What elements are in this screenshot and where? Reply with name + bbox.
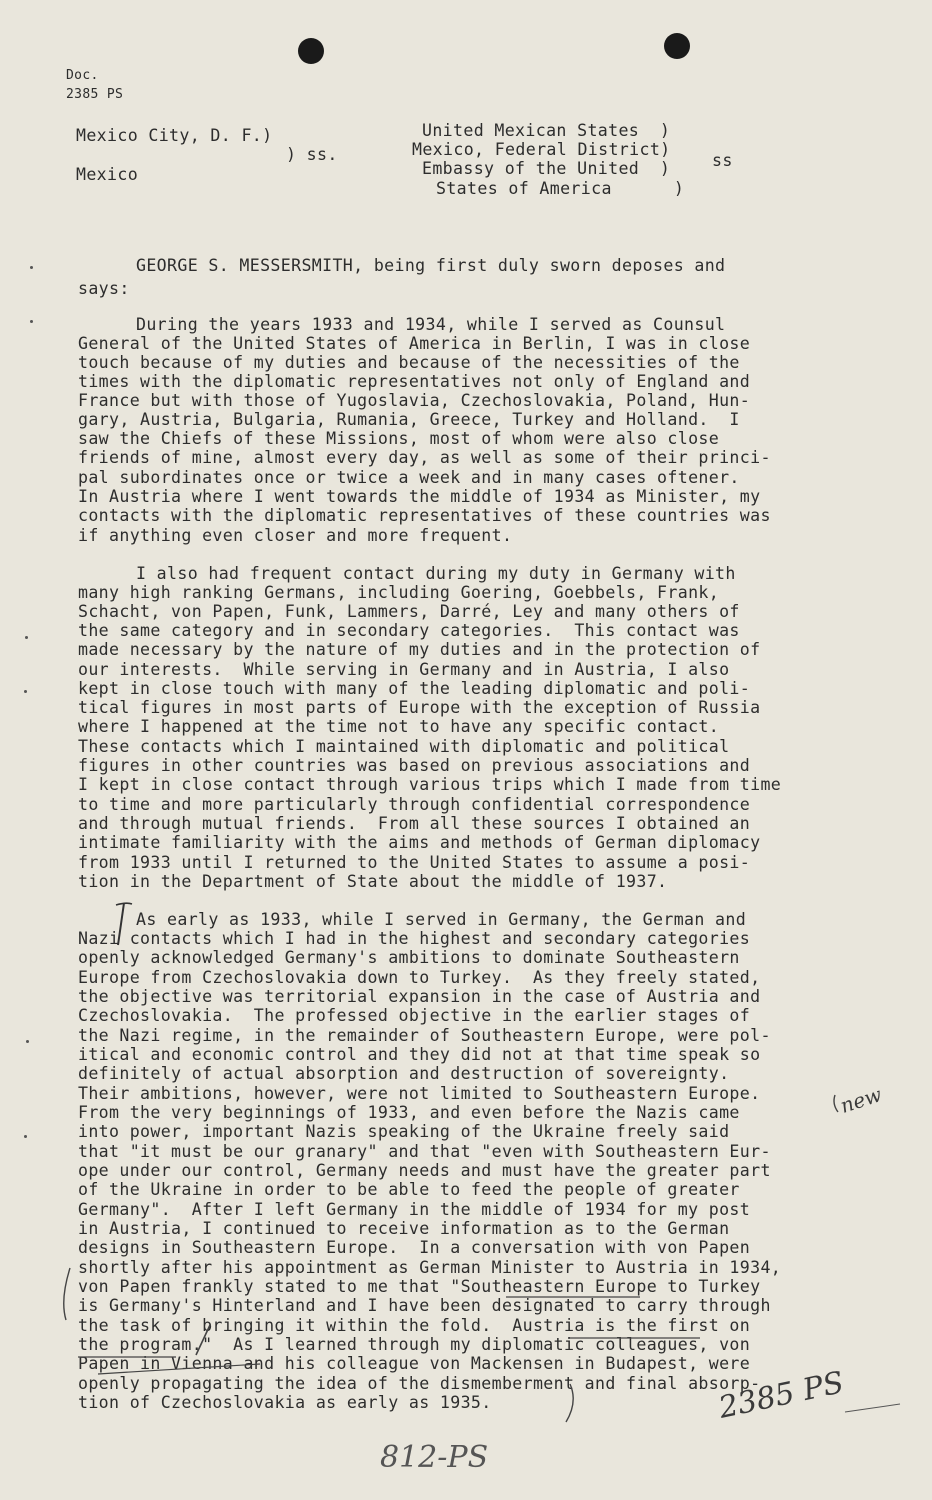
text-line: ope under our control, Germany needs and must have the greater part (78, 1161, 771, 1180)
venue-left-line2: ) ss. (286, 145, 338, 164)
text-line: the program." As I learned through my diplomatic colleagues, von (78, 1335, 751, 1354)
text-line: is Germany's Hinterland and I have been designated to carry through (78, 1296, 771, 1315)
text-line: tical figures in most parts of Europe with the exception of Russia (78, 698, 761, 717)
text-line: times with the diplomatic representatives not only of England and (78, 372, 751, 391)
text-line: from 1933 until I returned to the United States to assume a posi- (78, 853, 751, 872)
text-line: to time and more particularly through confidential correspondence (78, 795, 751, 814)
text-line: I kept in close contact through various trips which I made from time (78, 775, 782, 794)
text-line: if anything even closer and more frequent. (78, 526, 513, 545)
text-line: From the very beginnings of 1933, and even before the Nazis came (78, 1103, 740, 1122)
text-line: Czechoslovakia. The professed objective in the earlier stages of (78, 1006, 751, 1025)
text-line: contacts with the diplomatic representatives of these countries was (78, 506, 771, 525)
text-line: tion of Czechoslovakia as early as 1935. (78, 1393, 492, 1412)
text-line: These contacts which I maintained with diplomatic and political (78, 737, 730, 756)
text-line: that "it must be our granary" and that "even with Southeastern Eur- (78, 1142, 771, 1161)
text-line: into power, important Nazis speaking of the Ukraine freely said (78, 1122, 730, 1141)
text-line: says: (78, 279, 130, 298)
text-line: friends of mine, almost every day, as well as some of their princi- (78, 448, 771, 467)
text-line: designs in Southeastern Europe. In a conversation with von Papen (78, 1238, 751, 1257)
text-line: GEORGE S. MESSERSMITH, being first duly sworn deposes and (136, 256, 726, 275)
venue-right-line4: States of America ) (436, 179, 685, 198)
text-line: in Austria, I continued to receive information as to the German (78, 1219, 730, 1238)
text-line: definitely of actual absorption and destruction of sovereignty. (78, 1064, 730, 1083)
text-line: and through mutual friends. From all these sources I obtained an (78, 814, 751, 833)
text-line: Germany". After I left Germany in the middle of 1934 for my post (78, 1200, 751, 1219)
text-line: shortly after his appointment as German Minister to Austria in 1934, (78, 1258, 782, 1277)
text-line: itical and economic control and they did not at that time speak so (78, 1045, 761, 1064)
text-line: where I happened at the time not to have any specific contact. (78, 717, 720, 736)
text-line: figures in other countries was based on previous associations and (78, 756, 751, 775)
venue-right-line1: United Mexican States ) (422, 121, 671, 140)
venue-right-line3: Embassy of the United ) (422, 159, 671, 178)
text-line: pal subordinates once or twice a week and in many cases oftener. (78, 468, 740, 487)
doc-number: 2385 PS (66, 87, 124, 102)
text-line: openly acknowledged Germany's ambitions to dominate Southeastern (78, 948, 740, 967)
text-line: intimate familiarity with the aims and methods of German diplomacy (78, 833, 761, 852)
text-line: Schacht, von Papen, Funk, Lammers, Darré, Ley and many others of (78, 602, 740, 621)
text-line: many high ranking Germans, including Goering, Goebbels, Frank, (78, 583, 720, 602)
venue-right-line2: Mexico, Federal District) (412, 140, 671, 159)
text-line: Nazi contacts which I had in the highest and secondary categories (78, 929, 751, 948)
text-line: General of the United States of America in Berlin, I was in close (78, 334, 751, 353)
text-line: In Austria where I went towards the middle of 1934 as Minister, my (78, 487, 761, 506)
text-line: von Papen frankly stated to me that "Southeastern Europe to Turkey (78, 1277, 761, 1296)
text-line: As early as 1933, while I served in Germany, the German and (136, 910, 747, 929)
venue-left-line3: Mexico (76, 165, 139, 184)
text-line: During the years 1933 and 1934, while I served as Counsul (136, 315, 726, 334)
text-line: the task of bringing it within the fold. Austria is the first on (78, 1316, 751, 1335)
text-line: touch because of my duties and because of the necessities of the (78, 353, 740, 372)
text-line: the objective was territorial expansion in the case of Austria and (78, 987, 761, 1006)
text-line: gary, Austria, Bulgaria, Rumania, Greece, Turkey and Holland. I (78, 410, 740, 429)
text-line: France but with those of Yugoslavia, Czechoslovakia, Poland, Hun- (78, 391, 751, 410)
text-line: kept in close touch with many of the leading diplomatic and poli- (78, 679, 751, 698)
venue-left-line1: Mexico City, D. F.) (76, 126, 273, 145)
handwritten-doc-number: 2385 PS (715, 1365, 847, 1426)
text-line: made necessary by the nature of my duties and in the protection of (78, 640, 761, 659)
text-line: the Nazi regime, in the remainder of Southeastern Europe, were pol- (78, 1026, 771, 1045)
text-line: openly propagating the idea of the dismemberment and final absorp- (78, 1374, 761, 1393)
handwritten-footer-number: 812-PS (380, 1440, 489, 1475)
doc-label: Doc. (66, 68, 99, 83)
text-line: of the Ukraine in order to be able to feed the people of greater (78, 1180, 740, 1199)
text-line: saw the Chiefs of these Missions, most of whom were also close (78, 429, 720, 448)
handwritten-margin-note: new (837, 1082, 885, 1118)
text-line: Europe from Czechoslovakia down to Turkey. As they freely stated, (78, 968, 761, 987)
text-line: Their ambitions, however, were not limited to Southeastern Europe. (78, 1084, 761, 1103)
text-line: I also had frequent contact during my duty in Germany with (136, 564, 736, 583)
text-line: tion in the Department of State about the middle of 1937. (78, 872, 668, 891)
text-line: Papen in Vienna and his colleague von Mackensen in Budapest, were (78, 1354, 751, 1373)
text-line: our interests. While serving in Germany and in Austria, I also (78, 660, 730, 679)
text-line: the same category and in secondary categories. This contact was (78, 621, 740, 640)
venue-right-ss: ss (712, 151, 733, 170)
